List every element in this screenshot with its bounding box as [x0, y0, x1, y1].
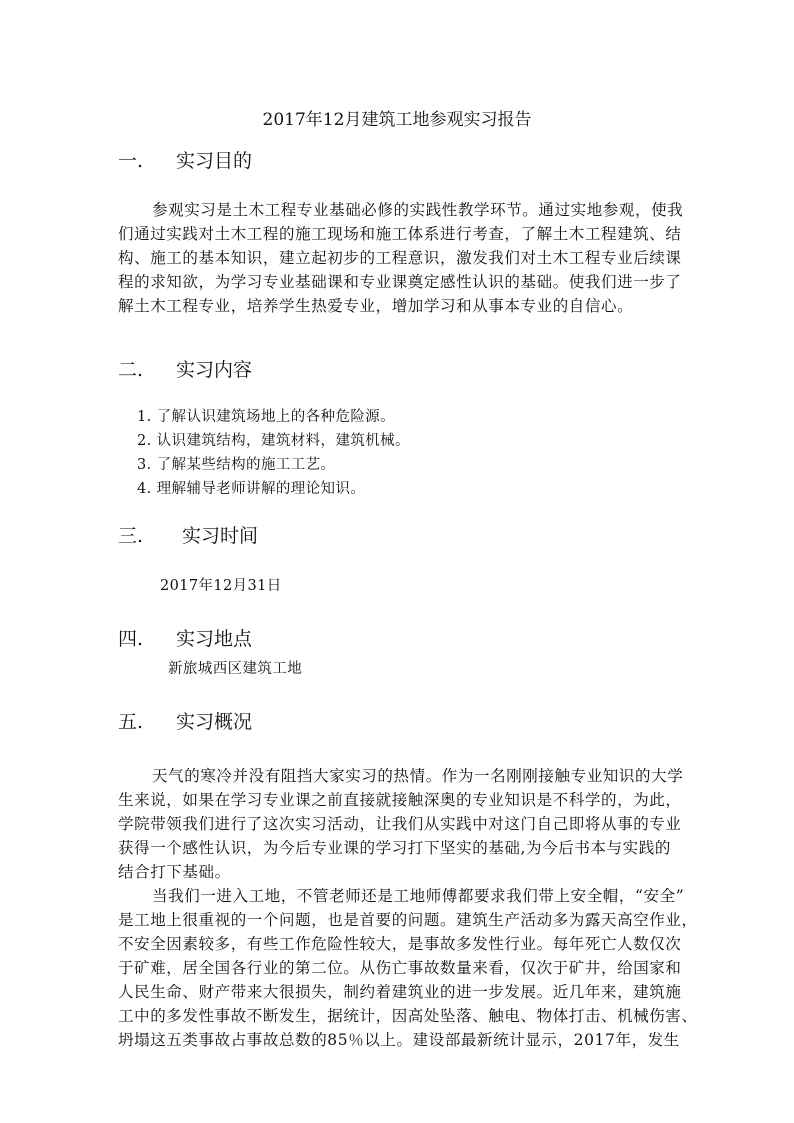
list-item [137, 453, 410, 477]
section-number: 五. [118, 711, 144, 733]
list-text: 理解辅导老师讲解的理论知识。 [156, 481, 366, 497]
list-item [137, 429, 410, 453]
section-heading-overview [118, 707, 252, 734]
section-heading-purpose [118, 146, 252, 173]
section-heading-time [118, 521, 258, 548]
text-line: 结合打下基础。 [118, 863, 231, 881]
list-number: 3. [137, 457, 152, 473]
content-list [137, 405, 410, 501]
purpose-paragraph [118, 198, 683, 318]
internship-date: 2017年12月31日 [160, 578, 282, 594]
text-line: 学院带领我们进行了这次实习活动，让我们从实践中对这门自己即将从事的专业 [118, 815, 682, 833]
list-number: 4. [137, 481, 152, 497]
document-title: 2017年12月建筑工地参观实习报告 [262, 110, 532, 130]
text-line: 参观实习是土木工程专业基础必修的实践性教学环节。通过实地参观，使我 [152, 201, 684, 219]
list-text: 认识建筑结构，建筑材料，建筑机械。 [156, 433, 410, 449]
section-number: 四. [118, 628, 144, 650]
text-line: 当我们一进入工地，不管老师还是工地师傅都要求我们带上安全帽，“安全” [152, 887, 685, 905]
overview-paragraph-2 [118, 884, 698, 1052]
text-line: 解土木工程专业，培养学生热爱专业，增加学习和从事本专业的自信心。 [118, 297, 634, 315]
list-number: 2. [137, 433, 152, 449]
text-line: 们通过实践对土木工程的施工现场和施工体系进行考查，了解土木工程建筑、结 [118, 225, 682, 243]
text-line: 获得一个感性认识，为今后专业课的学习打下坚实的基础,为今后书本与实践的 [118, 839, 671, 857]
section-title: 实习地点 [176, 628, 253, 650]
text-line: 构、施工的基本知识，建立起初步的工程意识，激发我们对土木工程专业后续课 [118, 249, 682, 267]
overview-paragraph-1 [118, 764, 683, 884]
section-heading-location [118, 624, 252, 651]
section-heading-content [118, 355, 252, 382]
list-number: 1. [137, 409, 152, 425]
section-title: 实习概况 [176, 711, 253, 733]
text-line: 工中的多发性事故不断发生，据统计，因高处坠落、触电、物体打击、机械伤害、 [118, 1007, 698, 1025]
section-title: 实习时间 [182, 525, 259, 547]
section-title: 实习内容 [176, 359, 253, 381]
text-line: 天气的寒冷并没有阻挡大家实习的热情。作为一名刚刚接触专业知识的大学 [152, 767, 684, 785]
list-item [137, 477, 410, 501]
section-number: 二. [118, 359, 144, 381]
list-item [137, 405, 410, 429]
list-text: 了解某些结构的施工工艺。 [156, 457, 336, 473]
section-number: 三. [118, 525, 144, 547]
internship-location: 新旅城西区建筑工地 [168, 661, 303, 677]
text-line: 不安全因素较多，有些工作危险性较大，是事故多发性行业。每年死亡人数仅次 [118, 935, 682, 953]
text-line: 于矿难，居全国各行业的第二位。从伤亡事故数量来看，仅次于矿井，给国家和 [118, 959, 682, 977]
section-title: 实习目的 [176, 150, 253, 172]
text-line: 人民生命、财产带来大很损失，制约着建筑业的进一步发展。近几年来，建筑施 [118, 983, 682, 1001]
section-number: 一. [118, 150, 144, 172]
text-line: 生来说，如果在学习专业课之前直接就接触深奥的专业知识是不科学的，为此， [118, 791, 682, 809]
list-text: 了解认识建筑场地上的各种危险源。 [156, 409, 396, 425]
text-line: 是工地上很重视的一个问题，也是首要的问题。建筑生产活动多为露天高空作业， [118, 911, 698, 929]
text-line: 坍塌这五类事故占事故总数的85％以上。建设部最新统计显示，2017年，发生 [118, 1031, 680, 1049]
text-line: 程的求知欲，为学习专业基础课和专业课奠定感性认识的基础。使我们进一步了 [118, 273, 682, 291]
